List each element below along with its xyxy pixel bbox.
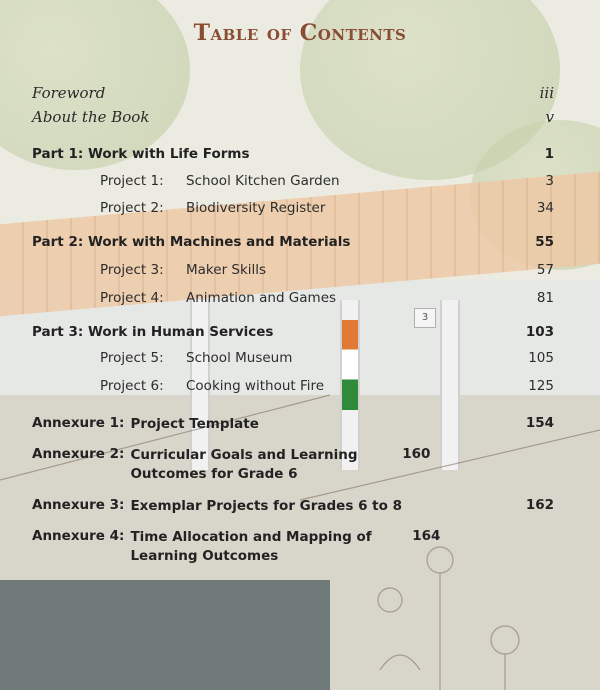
entry-label: Part 3: Work in Human Services (32, 324, 274, 340)
toc-entry-part-3[interactable] (32, 324, 554, 340)
annexure-title: Curricular Goals and Learning Outcomes for Grade 6 (130, 447, 358, 482)
entry-page: 3 (545, 173, 554, 189)
toc-entry-foreword[interactable] (32, 84, 554, 102)
entry-page: 160 (402, 446, 431, 462)
annexure-number: Annexure 3: (32, 497, 125, 513)
toc-entry-annexure-2[interactable] (32, 446, 554, 484)
entry-page: 57 (536, 262, 554, 278)
toc-entry-part-1[interactable] (32, 146, 554, 162)
entry-page: 164 (412, 528, 441, 544)
entry-page: v (545, 108, 554, 126)
toc-entry-annexure-1[interactable] (32, 415, 554, 434)
entry-page: iii (539, 84, 554, 102)
entry-label: About the Book (32, 108, 150, 126)
project-title: Cooking without Fire (186, 378, 325, 394)
project-title: School Kitchen Garden (186, 173, 340, 189)
room-number-plate: 3 (414, 308, 436, 328)
entry-page: 34 (536, 200, 554, 216)
toc-entry-project-4[interactable] (100, 290, 554, 306)
entry-page: 55 (535, 234, 554, 250)
toc-entry-annexure-3[interactable] (32, 497, 554, 516)
project-number: Project 3: (100, 262, 164, 278)
toc-entry-project-5[interactable] (100, 350, 554, 366)
entry-page: 81 (536, 290, 554, 306)
entry-page: 105 (528, 350, 554, 366)
project-title: Biodiversity Register (186, 200, 326, 216)
entry-label: Part 2: Work with Machines and Materials (32, 234, 351, 250)
annexure-title: Project Template (130, 416, 259, 432)
entry-page: 1 (544, 146, 554, 162)
annexure-number: Annexure 1: (32, 415, 125, 431)
project-number: Project 2: (100, 200, 164, 216)
toc-entry-about-the-book[interactable] (32, 108, 554, 126)
project-number: Project 5: (100, 350, 164, 366)
entry-page: 103 (525, 324, 554, 340)
toc-entry-project-6[interactable] (100, 378, 554, 394)
entry-label: Foreword (32, 84, 106, 102)
annexure-number: Annexure 4: (32, 528, 125, 544)
project-number: Project 6: (100, 378, 164, 394)
toc-entry-project-1[interactable] (100, 173, 554, 189)
project-number: Project 4: (100, 290, 164, 306)
project-title: School Museum (186, 350, 293, 366)
entry-label: Part 1: Work with Life Forms (32, 146, 250, 162)
toc-entry-annexure-4[interactable] (32, 528, 554, 566)
toc-entry-part-2[interactable] (32, 234, 554, 250)
toc-entry-project-3[interactable] (100, 262, 554, 278)
annexure-title: Time Allocation and Mapping of Learning Outcomes (130, 529, 372, 564)
project-title: Maker Skills (186, 262, 267, 278)
annexure-number: Annexure 2: (32, 446, 125, 462)
project-title: Animation and Games (186, 290, 337, 306)
entry-page: 162 (525, 497, 554, 513)
project-number: Project 1: (100, 173, 164, 189)
entry-page: 125 (528, 378, 554, 394)
toc-entry-project-2[interactable] (100, 200, 554, 216)
annexure-title: Exemplar Projects for Grades 6 to 8 (130, 498, 402, 514)
entry-page: 154 (525, 415, 554, 431)
page-title: Table of Contents (193, 20, 407, 46)
